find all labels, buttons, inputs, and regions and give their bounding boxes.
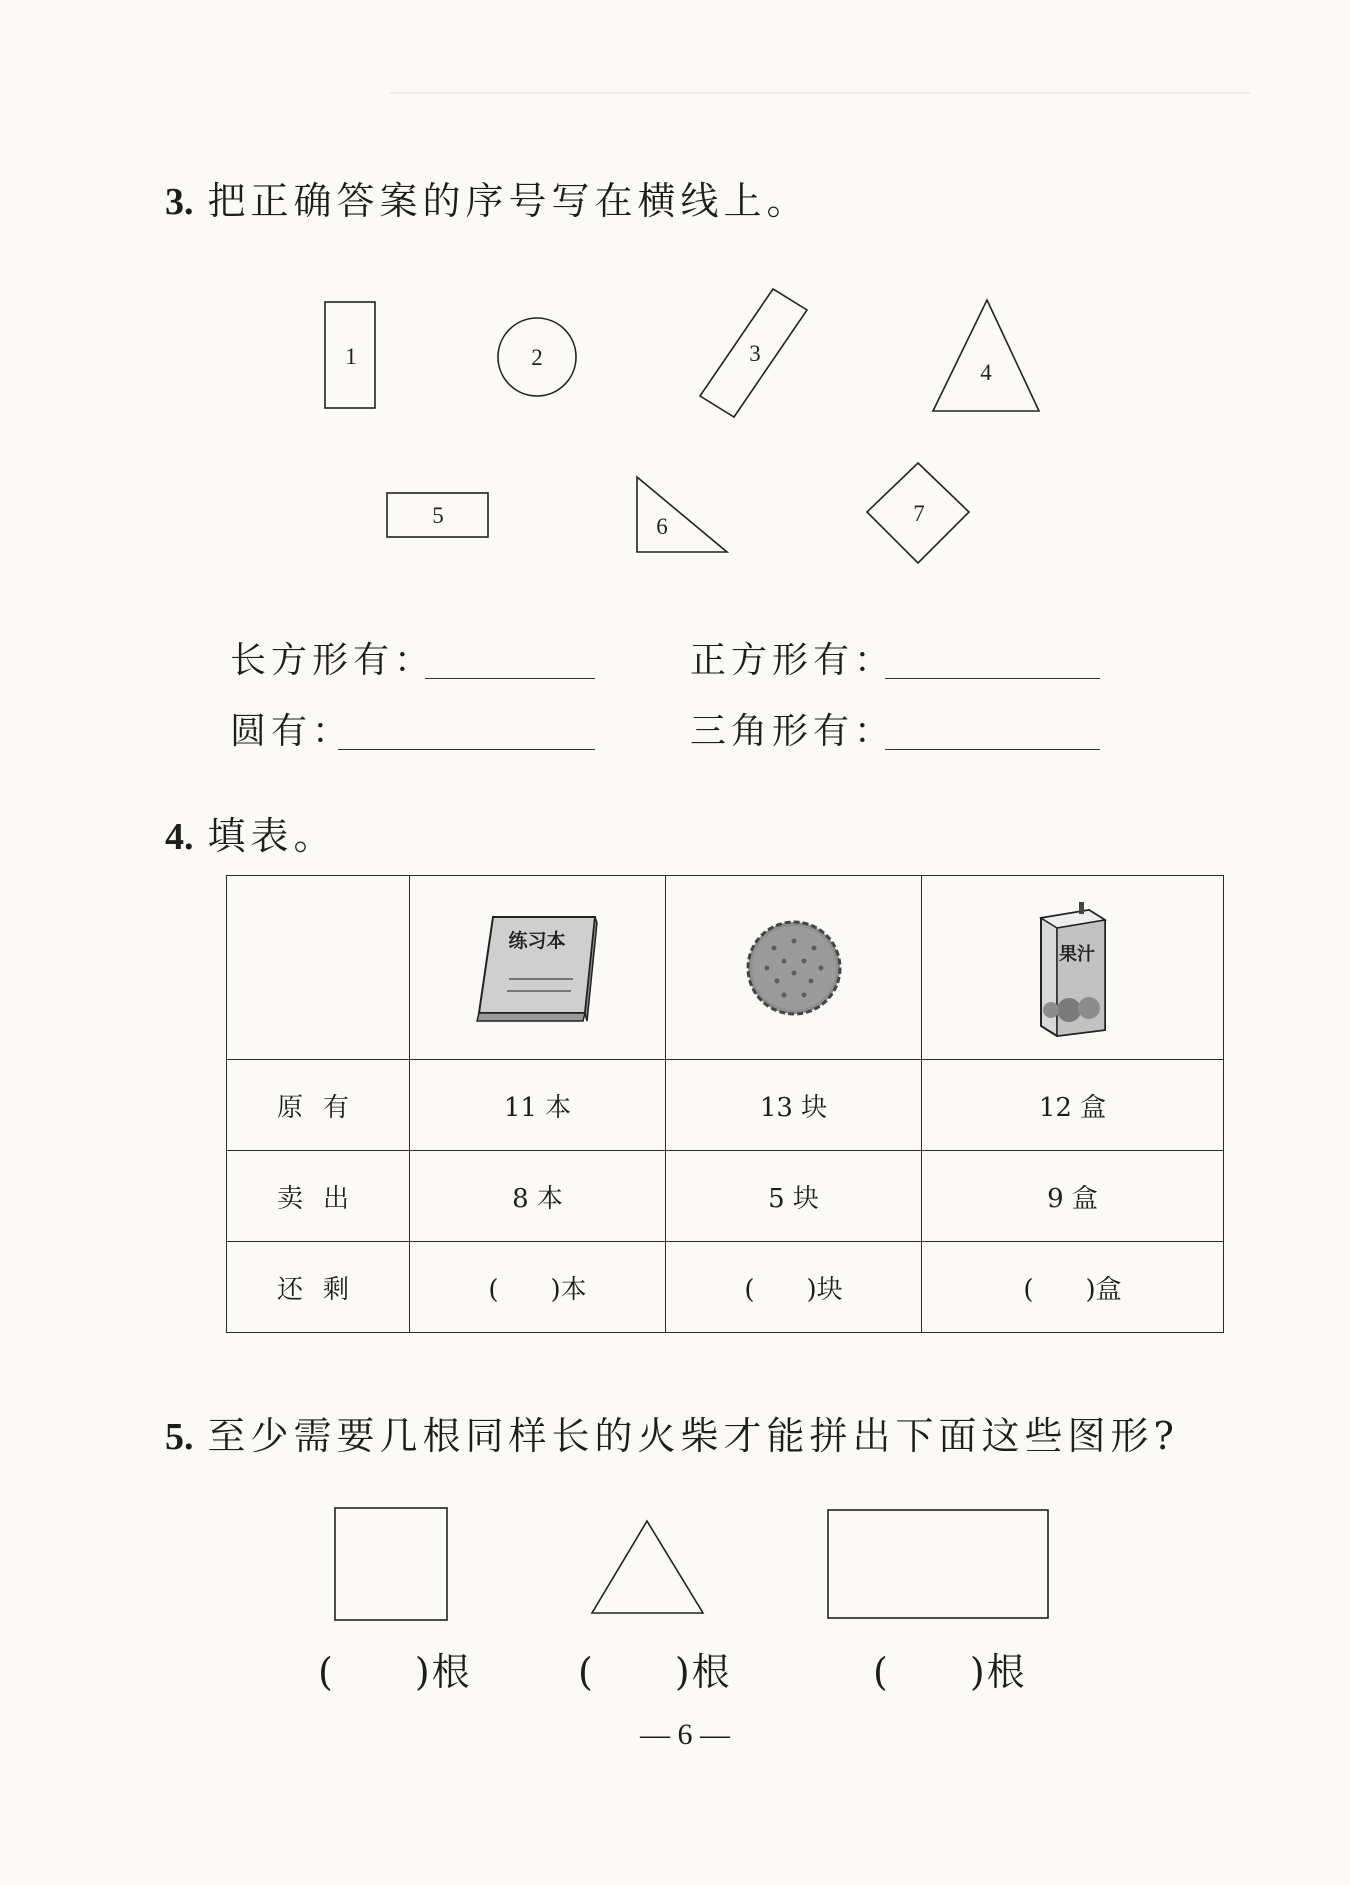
shape-7-label: 7 — [913, 501, 925, 526]
match-triangle — [592, 1521, 703, 1613]
shape-4-label: 4 — [980, 360, 992, 385]
triangle-label: 三角形有： — [690, 711, 896, 752]
shape-6-label: 6 — [656, 514, 668, 539]
page-number: — 6 — — [640, 1718, 730, 1751]
cell-sold-juice: 9 盒 — [922, 1151, 1224, 1242]
cell-original-juice: 12 盒 — [922, 1060, 1224, 1151]
cell-remaining-juice[interactable]: ( )盒 — [922, 1242, 1224, 1333]
shape-5-label: 5 — [432, 503, 444, 528]
question-3-title: 把正确答案的序号写在横线上。 — [207, 179, 810, 223]
triangle-matches-answer[interactable]: ( )根 — [578, 1650, 732, 1694]
match-square — [335, 1508, 447, 1620]
circle-label: 圆有： — [230, 711, 354, 752]
question-5-title: 至少需要几根同样长的火柴才能拼出下面这些图形? — [207, 1414, 1179, 1458]
question-5-number: 5. — [165, 1416, 194, 1458]
rectangle-matches-answer[interactable]: ( )根 — [873, 1650, 1027, 1694]
shape-1-label: 1 — [345, 344, 357, 369]
question-4-title: 填表。 — [207, 814, 337, 858]
match-rectangle — [828, 1510, 1048, 1618]
shape-3-label: 3 — [749, 341, 761, 366]
cell-remaining-biscuit[interactable]: ( )块 — [666, 1242, 922, 1333]
cell-original-biscuit: 13 块 — [666, 1060, 922, 1151]
cell-sold-biscuit: 5 块 — [666, 1151, 922, 1242]
row-label-original: 原有 — [227, 1060, 410, 1151]
shape-2-label: 2 — [531, 345, 543, 370]
juice-label: 果汁 — [1058, 943, 1095, 965]
rect-label: 长方形有： — [230, 640, 436, 681]
question-4-number: 4. — [165, 816, 194, 858]
question-3-number: 3. — [165, 181, 194, 223]
square-matches-answer[interactable]: ( )根 — [318, 1650, 472, 1694]
square-label: 正方形有： — [690, 640, 896, 681]
cell-remaining-notebook[interactable]: ( )本 — [410, 1242, 666, 1333]
row-label-sold: 卖出 — [227, 1151, 410, 1242]
cell-sold-notebook: 8 本 — [410, 1151, 666, 1242]
row-label-remaining: 还剩 — [227, 1242, 410, 1333]
cell-original-notebook: 11 本 — [410, 1060, 666, 1151]
notebook-label: 练习本 — [507, 929, 566, 952]
